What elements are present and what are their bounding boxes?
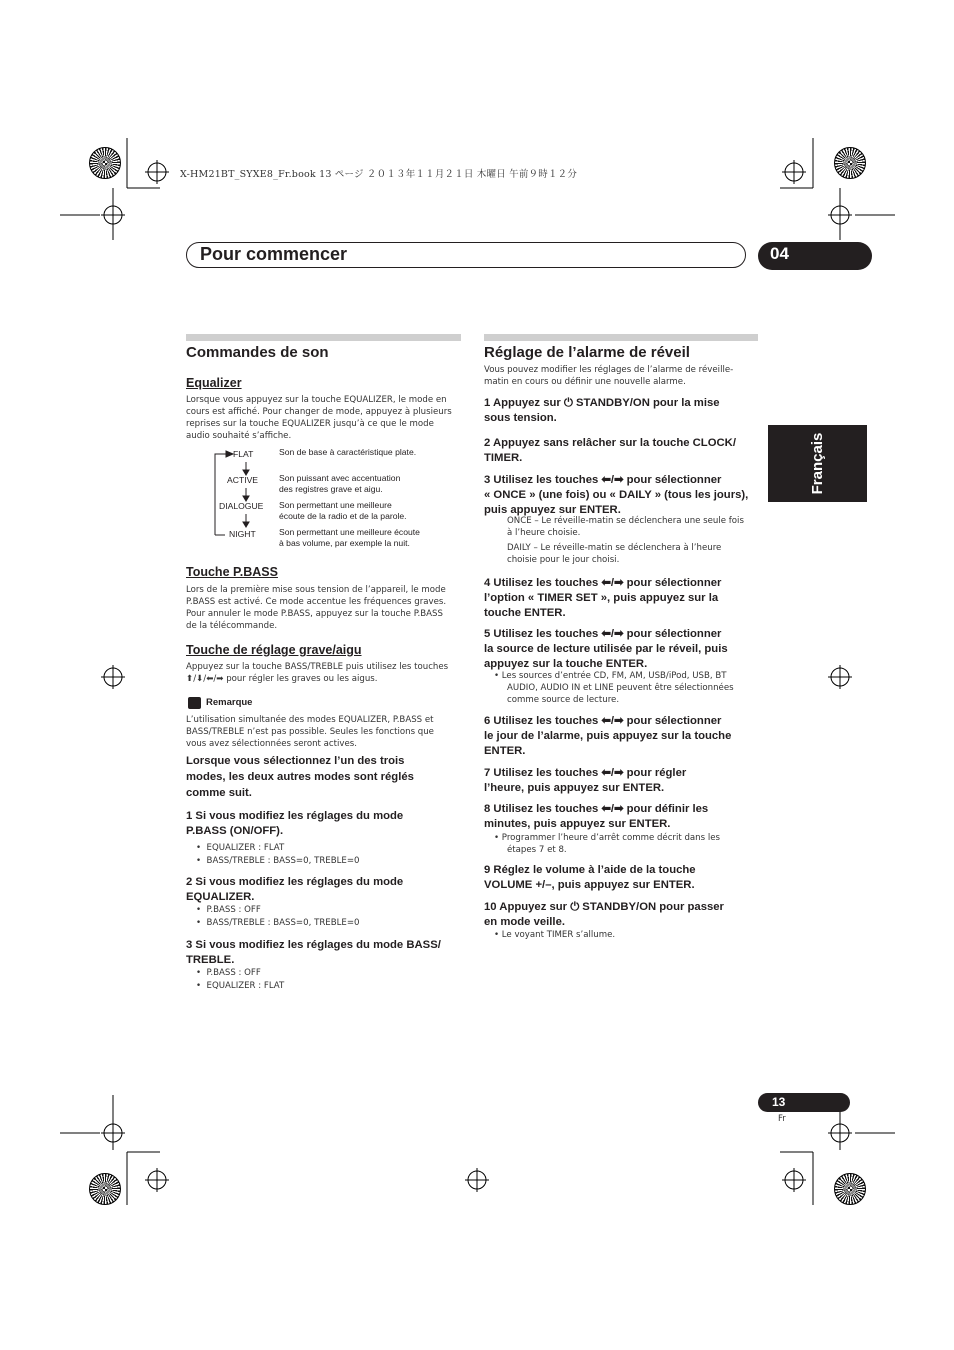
language-tab-label: Français xyxy=(809,432,826,495)
mode-dialogue: DIALOGUE xyxy=(219,501,264,511)
alarm-step-2: 2 Appuyez sans relâcher sur la touche CLOCK/ TIMER. xyxy=(484,437,736,464)
note-label: Remarque xyxy=(206,697,253,708)
left-step-2: 2 Si vous modifiez les réglages du mode EQUALIZER. xyxy=(186,876,404,903)
section-title: Pour commencer xyxy=(200,244,348,264)
bass-treble-heading: Touche de réglage grave/aigu xyxy=(186,643,362,657)
equalizer-heading: Equalizer xyxy=(186,376,242,390)
left-step-3: 3 Si vous modifiez les réglages du mode BASS/ TREBLE. xyxy=(186,939,441,966)
alarm-step-5: 5 Utilisez les touches ⬅/➡ pour sélectionner la source de lecture utilisée par le réveil, puis appuyez sur la touche ENTER. xyxy=(484,628,728,670)
page-language: Fr xyxy=(778,1114,786,1124)
section-divider-left xyxy=(186,334,461,341)
alarm-step-4: 4 Utilisez les touches ⬅/➡ pour sélectionner l’option « TIMER SET », puis appuyez sur la touche ENTER. xyxy=(484,577,722,619)
alarm-step-5-notes: • Les sources d’entrée CD, FM, AM, USB/iPod, USB, BT AUDIO, AUDIO IN et LINE peuvent être sélectionnées comme source de lecture. xyxy=(494,671,734,705)
alarm-step-3: 3 Utilisez les touches ⬅/➡ pour sélectionner « ONCE » (une fois) ou « DAILY » (tous les jours), puis appuyez sur ENTER. xyxy=(484,474,749,516)
language-tab xyxy=(768,425,867,502)
alarm-step-6: 6 Utilisez les touches ⬅/➡ pour sélectionner le jour de l’alarme, puis appuyez sur la touche ENTER. xyxy=(484,715,732,757)
alarm-step-9: 9 Réglez le volume à l’aide de la touche VOLUME +/–, puis appuyez sur ENTER. xyxy=(484,864,696,891)
mode-flat: FLAT xyxy=(233,449,254,459)
alarm-intro: Vous pouvez modifier les réglages de l’alarme de réveille- matin en cours ou définir une nouvelle alarme. xyxy=(484,365,734,387)
section-divider-right xyxy=(484,334,758,341)
left-step-1-bullets: • EQUALIZER : FLAT • BASS/TREBLE : BASS=0, TREBLE=0 xyxy=(196,843,360,866)
alarm-step-7: 7 Utilisez les touches ⬅/➡ pour régler l’heure, puis appuyez sur ENTER. xyxy=(484,767,687,794)
alarm-step-10-notes: • Le voyant TIMER s’allume. xyxy=(494,930,616,940)
pbass-body: Lors de la première mise sous tension de l’appareil, le mode P.BASS est activé. Ce mode accentue les fréquences graves. Pour annuler le mode P.BASS, appuyez sur la touche P.BASS de la télécommande. xyxy=(186,585,447,631)
alarm-step-8-notes: • Programmer l’heure d’arrêt comme décrit dans les étapes 7 et 8. xyxy=(494,833,720,855)
mode-night-desc: Son permettant une meilleure écoute à bas volume, par exemple la nuit. xyxy=(279,527,420,548)
equalizer-cycle-diagram xyxy=(205,447,265,542)
mode-active-desc: Son puissant avec accentuation des registres grave et aigu. xyxy=(279,473,401,494)
alarm-step-10: 10 Appuyez sur ⏻ STANDBY/ON pour passer en mode veille. xyxy=(484,901,724,928)
mode-night: NIGHT xyxy=(229,529,256,539)
note-body: L’utilisation simultanée des modes EQUALIZER, P.BASS et BASS/TREBLE n’est pas possible. Seules les fonctions que vous avez sélectionnées seront actives. xyxy=(186,715,434,749)
left-step-2-bullets: • P.BASS : OFF • BASS/TREBLE : BASS=0, TREBLE=0 xyxy=(196,905,360,928)
print-header: X-HM21BT_SYXE8_Fr.book 13 ページ ２０１３年１１月２１日 木曜日 午前９時１２分 xyxy=(180,169,578,180)
bass-treble-body: Appuyez sur la touche BASS/TREBLE puis utilisez les touches ⬆/⬇/⬅/➡ pour régler les graves ou les aigus. xyxy=(186,662,449,684)
note-icon xyxy=(188,697,201,709)
left-step-3-bullets: • P.BASS : OFF • EQUALIZER : FLAT xyxy=(196,968,285,991)
alarm-step-3-notes: ONCE – Le réveille-matin se déclenchera une seule fois à l’heure choisie. DAILY – Le réveille-matin se déclenchera à l’heure choisie pour le jour choisi. xyxy=(507,516,744,565)
alarm-heading: Réglage de l’alarme de réveil xyxy=(484,344,690,361)
page-number-badge: 13 xyxy=(758,1093,850,1112)
note-lead: Lorsque vous sélectionnez l’un des trois modes, les deux autres modes sont réglés comme suit. xyxy=(186,755,414,799)
mode-active: ACTIVE xyxy=(227,475,259,485)
mode-flat-desc: Son de base à caractéristique plate. xyxy=(279,447,417,457)
chapter-number-badge: 04 xyxy=(758,242,872,270)
pbass-heading: Touche P.BASS xyxy=(186,565,278,579)
equalizer-body: Lorsque vous appuyez sur la touche EQUALIZER, le mode en cours est affiché. Pour changer de mode, appuyez à plusieurs reprises sur la touche EQUALIZER jusqu’à ce que le mode audio souhaité s’affiche. xyxy=(186,395,452,441)
sound-controls-heading: Commandes de son xyxy=(186,344,329,361)
left-step-1: 1 Si vous modifiez les réglages du mode P.BASS (ON/OFF). xyxy=(186,810,404,837)
alarm-step-1: 1 Appuyez sur ⏻ STANDBY/ON pour la mise sous tension. xyxy=(484,397,720,424)
mode-dialogue-desc: Son permettant une meilleure écoute de la radio et de la parole. xyxy=(279,500,407,521)
alarm-step-8: 8 Utilisez les touches ⬅/➡ pour définir les minutes, puis appuyez sur ENTER. xyxy=(484,803,709,830)
